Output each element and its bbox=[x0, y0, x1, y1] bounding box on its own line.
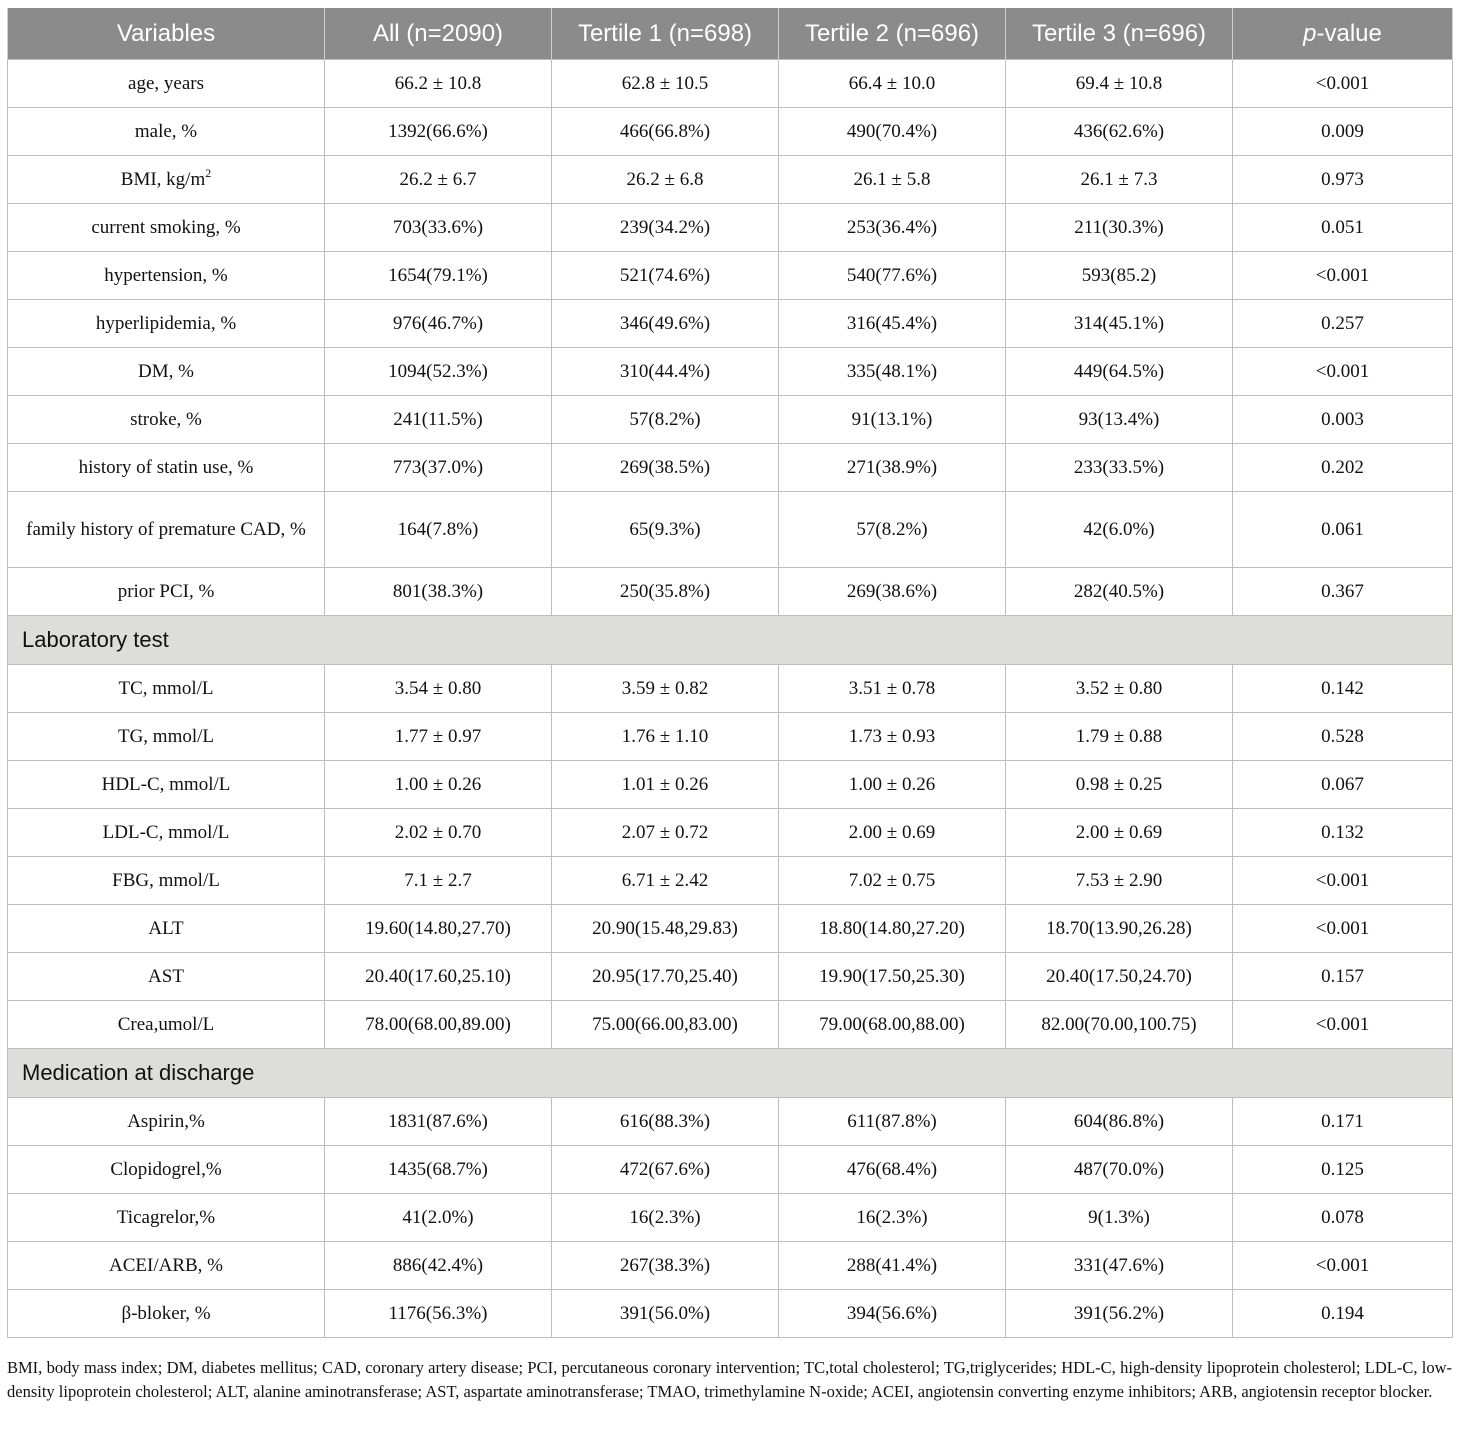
variable-label bbox=[8, 252, 325, 300]
value-cell-t1: 20.90(15.48,29.83) bbox=[552, 905, 779, 953]
p-value-cell: 0.171 bbox=[1233, 1098, 1453, 1146]
value-cell-t2: 66.4 ± 10.0 bbox=[779, 60, 1006, 108]
variable-label bbox=[8, 204, 325, 252]
p-value-cell: 0.202 bbox=[1233, 444, 1453, 492]
p-value-cell: 0.257 bbox=[1233, 300, 1453, 348]
value-cell-all: 976(46.7%) bbox=[325, 300, 552, 348]
value-cell-t1: 3.59 ± 0.82 bbox=[552, 665, 779, 713]
header-p-italic: p bbox=[1303, 19, 1317, 47]
variable-label bbox=[8, 300, 325, 348]
p-value-cell: <0.001 bbox=[1233, 1001, 1453, 1049]
value-cell-t1: 65(9.3%) bbox=[552, 492, 779, 568]
variable-label bbox=[8, 953, 325, 1001]
value-cell-all: 703(33.6%) bbox=[325, 204, 552, 252]
value-cell-t1: 616(88.3%) bbox=[552, 1098, 779, 1146]
header-variables: Variables bbox=[8, 8, 325, 60]
variable-label-text: stroke, % bbox=[130, 408, 202, 430]
variable-label bbox=[8, 1098, 325, 1146]
table-row bbox=[8, 60, 1453, 108]
variable-label-text: history of statin use, % bbox=[78, 456, 254, 478]
value-cell-all: 1831(87.6%) bbox=[325, 1098, 552, 1146]
value-cell-t3: 436(62.6%) bbox=[1006, 108, 1233, 156]
p-value-cell: 0.061 bbox=[1233, 492, 1453, 568]
p-value-cell: 0.157 bbox=[1233, 953, 1453, 1001]
value-cell-all: 1094(52.3%) bbox=[325, 348, 552, 396]
variable-label-text: ACEI/ARB, % bbox=[109, 1254, 223, 1276]
section-title: Medication at discharge bbox=[8, 1049, 1453, 1098]
value-cell-t2: 26.1 ± 5.8 bbox=[779, 156, 1006, 204]
variable-label-text: TG, mmol/L bbox=[117, 725, 215, 747]
p-value-cell: <0.001 bbox=[1233, 348, 1453, 396]
p-value-cell: <0.001 bbox=[1233, 905, 1453, 953]
value-cell-t1: 521(74.6%) bbox=[552, 252, 779, 300]
table-row bbox=[8, 1146, 1453, 1194]
variable-label-text: male, % bbox=[134, 120, 198, 142]
header-tertile-2: Tertile 2 (n=696) bbox=[779, 8, 1006, 60]
value-cell-t2: 2.00 ± 0.69 bbox=[779, 809, 1006, 857]
table-row bbox=[8, 857, 1453, 905]
variable-label bbox=[8, 568, 325, 616]
value-cell-t2: 1.73 ± 0.93 bbox=[779, 713, 1006, 761]
header-p-rest: -value bbox=[1316, 19, 1382, 47]
table-row bbox=[8, 300, 1453, 348]
table-row bbox=[8, 252, 1453, 300]
table-row bbox=[8, 1194, 1453, 1242]
value-cell-all: 1654(79.1%) bbox=[325, 252, 552, 300]
value-cell-t3: 314(45.1%) bbox=[1006, 300, 1233, 348]
value-cell-t3: 42(6.0%) bbox=[1006, 492, 1233, 568]
p-value-cell: 0.194 bbox=[1233, 1290, 1453, 1338]
variable-label-text: FBG, mmol/L bbox=[112, 869, 220, 891]
variable-label-text: hyperlipidemia, % bbox=[95, 312, 237, 334]
value-cell-t3: 7.53 ± 2.90 bbox=[1006, 857, 1233, 905]
variable-label bbox=[8, 1146, 325, 1194]
table-row bbox=[8, 1242, 1453, 1290]
value-cell-all: 1435(68.7%) bbox=[325, 1146, 552, 1194]
table-row bbox=[8, 108, 1453, 156]
value-cell-t3: 487(70.0%) bbox=[1006, 1146, 1233, 1194]
value-cell-t2: 1.00 ± 0.26 bbox=[779, 761, 1006, 809]
value-cell-t1: 75.00(66.00,83.00) bbox=[552, 1001, 779, 1049]
value-cell-all: 1.77 ± 0.97 bbox=[325, 713, 552, 761]
table-row bbox=[8, 204, 1453, 252]
variable-label bbox=[8, 396, 325, 444]
p-value-cell: <0.001 bbox=[1233, 1242, 1453, 1290]
value-cell-t3: 1.79 ± 0.88 bbox=[1006, 713, 1233, 761]
value-cell-t2: 288(41.4%) bbox=[779, 1242, 1006, 1290]
value-cell-t2: 271(38.9%) bbox=[779, 444, 1006, 492]
variable-label bbox=[8, 713, 325, 761]
value-cell-t3: 2.00 ± 0.69 bbox=[1006, 809, 1233, 857]
variable-label-text: β-bloker, % bbox=[121, 1302, 211, 1324]
section-row-lab bbox=[8, 616, 1453, 665]
p-value-cell: 0.003 bbox=[1233, 396, 1453, 444]
header-all: All (n=2090) bbox=[325, 8, 552, 60]
value-cell-t1: 16(2.3%) bbox=[552, 1194, 779, 1242]
value-cell-all: 2.02 ± 0.70 bbox=[325, 809, 552, 857]
p-value-cell: 0.009 bbox=[1233, 108, 1453, 156]
value-cell-all: 773(37.0%) bbox=[325, 444, 552, 492]
variable-label-text: Crea,umol/L bbox=[117, 1013, 215, 1035]
value-cell-t1: 250(35.8%) bbox=[552, 568, 779, 616]
value-cell-t2: 476(68.4%) bbox=[779, 1146, 1006, 1194]
value-cell-t1: 346(49.6%) bbox=[552, 300, 779, 348]
table-row bbox=[8, 1098, 1453, 1146]
value-cell-t3: 282(40.5%) bbox=[1006, 568, 1233, 616]
value-cell-t2: 316(45.4%) bbox=[779, 300, 1006, 348]
table-row bbox=[8, 761, 1453, 809]
variable-label-text: Aspirin,% bbox=[127, 1110, 205, 1132]
value-cell-t1: 1.01 ± 0.26 bbox=[552, 761, 779, 809]
variable-label-text: Clopidogrel,% bbox=[110, 1158, 222, 1180]
value-cell-t3: 26.1 ± 7.3 bbox=[1006, 156, 1233, 204]
value-cell-t3: 391(56.2%) bbox=[1006, 1290, 1233, 1338]
value-cell-t3: 20.40(17.50,24.70) bbox=[1006, 953, 1233, 1001]
table-row bbox=[8, 809, 1453, 857]
section-title: Laboratory test bbox=[8, 616, 1453, 665]
variable-label-text: Ticagrelor,% bbox=[116, 1206, 216, 1228]
value-cell-t1: 472(67.6%) bbox=[552, 1146, 779, 1194]
value-cell-t3: 233(33.5%) bbox=[1006, 444, 1233, 492]
variable-label bbox=[8, 857, 325, 905]
value-cell-t1: 6.71 ± 2.42 bbox=[552, 857, 779, 905]
table-row bbox=[8, 568, 1453, 616]
value-cell-t2: 3.51 ± 0.78 bbox=[779, 665, 1006, 713]
value-cell-t3: 331(47.6%) bbox=[1006, 1242, 1233, 1290]
value-cell-t2: 253(36.4%) bbox=[779, 204, 1006, 252]
table-row bbox=[8, 444, 1453, 492]
value-cell-t1: 57(8.2%) bbox=[552, 396, 779, 444]
value-cell-all: 66.2 ± 10.8 bbox=[325, 60, 552, 108]
variable-label bbox=[8, 905, 325, 953]
value-cell-t2: 79.00(68.00,88.00) bbox=[779, 1001, 1006, 1049]
variable-label bbox=[8, 348, 325, 396]
p-value-cell: <0.001 bbox=[1233, 857, 1453, 905]
table-row bbox=[8, 1001, 1453, 1049]
variable-label bbox=[8, 1290, 325, 1338]
value-cell-all: 1.00 ± 0.26 bbox=[325, 761, 552, 809]
value-cell-t2: 57(8.2%) bbox=[779, 492, 1006, 568]
value-cell-t3: 93(13.4%) bbox=[1006, 396, 1233, 444]
header-tertile-1: Tertile 1 (n=698) bbox=[552, 8, 779, 60]
variable-label-text: hypertension, % bbox=[104, 264, 228, 286]
table-row bbox=[8, 1290, 1453, 1338]
value-cell-all: 78.00(68.00,89.00) bbox=[325, 1001, 552, 1049]
p-value-cell: 0.367 bbox=[1233, 568, 1453, 616]
variable-label bbox=[8, 1001, 325, 1049]
value-cell-t3: 593(85.2) bbox=[1006, 252, 1233, 300]
table-row bbox=[8, 953, 1453, 1001]
value-cell-all: 26.2 ± 6.7 bbox=[325, 156, 552, 204]
value-cell-t1: 1.76 ± 1.10 bbox=[552, 713, 779, 761]
p-value-cell: 0.142 bbox=[1233, 665, 1453, 713]
value-cell-t2: 16(2.3%) bbox=[779, 1194, 1006, 1242]
p-value-cell: 0.067 bbox=[1233, 761, 1453, 809]
value-cell-t3: 9(1.3%) bbox=[1006, 1194, 1233, 1242]
value-cell-t2: 7.02 ± 0.75 bbox=[779, 857, 1006, 905]
variable-label-text: prior PCI, % bbox=[117, 580, 215, 602]
variable-label bbox=[8, 1194, 325, 1242]
value-cell-all: 19.60(14.80,27.70) bbox=[325, 905, 552, 953]
value-cell-t2: 19.90(17.50,25.30) bbox=[779, 953, 1006, 1001]
value-cell-all: 41(2.0%) bbox=[325, 1194, 552, 1242]
value-cell-t3: 449(64.5%) bbox=[1006, 348, 1233, 396]
value-cell-all: 7.1 ± 2.7 bbox=[325, 857, 552, 905]
value-cell-t3: 3.52 ± 0.80 bbox=[1006, 665, 1233, 713]
p-value-cell: 0.528 bbox=[1233, 713, 1453, 761]
variable-label bbox=[8, 108, 325, 156]
value-cell-t3: 0.98 ± 0.25 bbox=[1006, 761, 1233, 809]
variable-label bbox=[8, 492, 325, 568]
value-cell-t2: 394(56.6%) bbox=[779, 1290, 1006, 1338]
value-cell-all: 164(7.8%) bbox=[325, 492, 552, 568]
table-row bbox=[8, 396, 1453, 444]
variable-label-text: current smoking, % bbox=[91, 216, 241, 238]
variable-label bbox=[8, 665, 325, 713]
value-cell-t1: 269(38.5%) bbox=[552, 444, 779, 492]
variable-label bbox=[8, 156, 325, 204]
variable-label-text: AST bbox=[148, 965, 184, 987]
header-p-value bbox=[1233, 8, 1453, 60]
value-cell-t2: 611(87.8%) bbox=[779, 1098, 1006, 1146]
value-cell-all: 20.40(17.60,25.10) bbox=[325, 953, 552, 1001]
value-cell-t3: 69.4 ± 10.8 bbox=[1006, 60, 1233, 108]
table-row bbox=[8, 713, 1453, 761]
p-value-cell: 0.125 bbox=[1233, 1146, 1453, 1194]
table-row bbox=[8, 492, 1453, 568]
value-cell-t1: 391(56.0%) bbox=[552, 1290, 779, 1338]
table-row bbox=[8, 905, 1453, 953]
value-cell-t1: 2.07 ± 0.72 bbox=[552, 809, 779, 857]
p-value-cell: 0.078 bbox=[1233, 1194, 1453, 1242]
p-value-cell: <0.001 bbox=[1233, 60, 1453, 108]
p-value-cell: 0.973 bbox=[1233, 156, 1453, 204]
value-cell-t2: 91(13.1%) bbox=[779, 396, 1006, 444]
baseline-characteristics-table bbox=[7, 8, 1453, 1338]
value-cell-t3: 18.70(13.90,26.28) bbox=[1006, 905, 1233, 953]
value-cell-all: 886(42.4%) bbox=[325, 1242, 552, 1290]
table-row bbox=[8, 156, 1453, 204]
value-cell-t2: 490(70.4%) bbox=[779, 108, 1006, 156]
variable-label bbox=[8, 809, 325, 857]
table-row bbox=[8, 665, 1453, 713]
variable-label bbox=[8, 444, 325, 492]
value-cell-t1: 62.8 ± 10.5 bbox=[552, 60, 779, 108]
value-cell-t3: 82.00(70.00,100.75) bbox=[1006, 1001, 1233, 1049]
variable-label-text: BMI, kg/m bbox=[120, 168, 206, 190]
header-tertile-3: Tertile 3 (n=696) bbox=[1006, 8, 1233, 60]
value-cell-t1: 239(34.2%) bbox=[552, 204, 779, 252]
variable-label bbox=[8, 60, 325, 108]
variable-label-text: TC, mmol/L bbox=[118, 677, 214, 699]
value-cell-t2: 335(48.1%) bbox=[779, 348, 1006, 396]
value-cell-t1: 466(66.8%) bbox=[552, 108, 779, 156]
variable-label bbox=[8, 761, 325, 809]
value-cell-all: 241(11.5%) bbox=[325, 396, 552, 444]
value-cell-all: 1392(66.6%) bbox=[325, 108, 552, 156]
superscript: 2 bbox=[205, 165, 212, 180]
variable-label-text: LDL-C, mmol/L bbox=[102, 821, 230, 843]
value-cell-t1: 267(38.3%) bbox=[552, 1242, 779, 1290]
variable-label-text: ALT bbox=[148, 917, 184, 939]
p-value-cell: <0.001 bbox=[1233, 252, 1453, 300]
variable-label-text: family history of premature CAD, % bbox=[26, 518, 306, 540]
value-cell-t2: 18.80(14.80,27.20) bbox=[779, 905, 1006, 953]
value-cell-t2: 540(77.6%) bbox=[779, 252, 1006, 300]
table-row bbox=[8, 348, 1453, 396]
p-value-cell: 0.051 bbox=[1233, 204, 1453, 252]
variable-label-text: DM, % bbox=[138, 360, 194, 382]
header-row bbox=[8, 8, 1453, 60]
value-cell-t3: 604(86.8%) bbox=[1006, 1098, 1233, 1146]
value-cell-t2: 269(38.6%) bbox=[779, 568, 1006, 616]
value-cell-t3: 211(30.3%) bbox=[1006, 204, 1233, 252]
value-cell-all: 3.54 ± 0.80 bbox=[325, 665, 552, 713]
value-cell-t1: 26.2 ± 6.8 bbox=[552, 156, 779, 204]
p-value-cell: 0.132 bbox=[1233, 809, 1453, 857]
table-footnote: BMI, body mass index; DM, diabetes mellitus; CAD, coronary artery disease; PCI, percutaneous coronary intervention; TC,total cholesterol; TG,triglycerides; HDL-C, high-density lipoprotein cholesterol; LDL-C, low-density lipoprotein cholesterol; ALT, alanine aminotransferase; AST, aspartate aminotransferase; TMAO, trimethylamine N-oxide; ACEI, angiotensin converting enzyme inhibitors; ARB, angiotensin receptor blocker. bbox=[7, 1358, 1452, 1401]
value-cell-t1: 310(44.4%) bbox=[552, 348, 779, 396]
value-cell-all: 1176(56.3%) bbox=[325, 1290, 552, 1338]
value-cell-all: 801(38.3%) bbox=[325, 568, 552, 616]
variable-label-text: HDL-C, mmol/L bbox=[101, 773, 231, 795]
value-cell-t1: 20.95(17.70,25.40) bbox=[552, 953, 779, 1001]
section-row-med bbox=[8, 1049, 1453, 1098]
variable-label-text: age, years bbox=[128, 72, 204, 94]
variable-label bbox=[8, 1242, 325, 1290]
